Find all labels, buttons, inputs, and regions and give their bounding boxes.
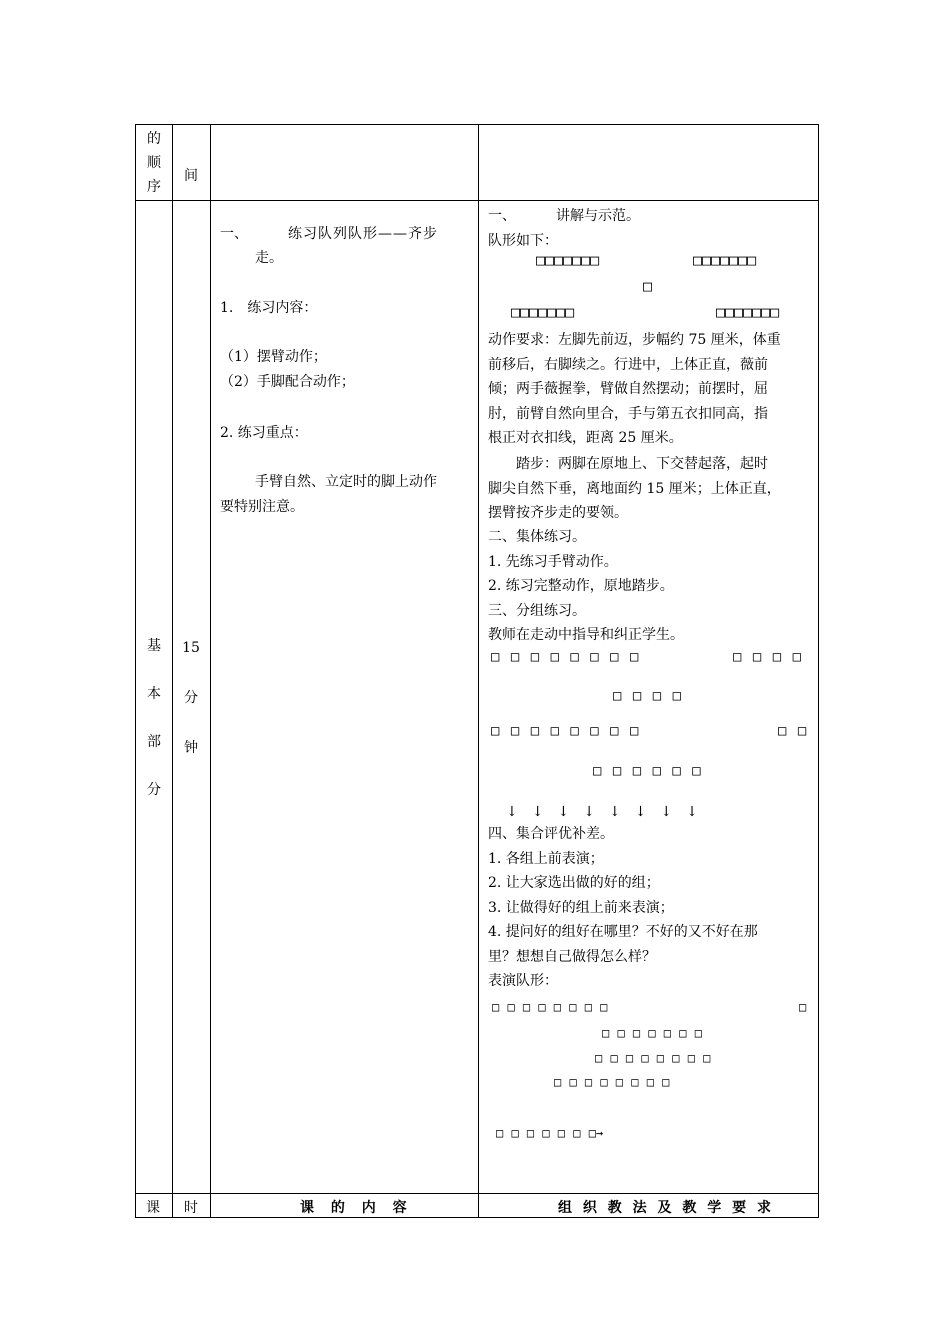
step-requirements: 踏步：两脚在原地上、下交替起落，起时 脚尖自然下垂，离地面约 15 厘米；上体正直， 摆臂按齐步走的要领。	[488, 456, 781, 521]
formation-marks: □	[643, 277, 653, 295]
formation-marks: □□□□□□□	[536, 251, 600, 269]
formation-marks: □□□□□□□	[693, 251, 757, 269]
content-sub1: 1. 练习内容：	[220, 300, 318, 316]
group-marks: □ □	[778, 723, 807, 739]
formation-marks: □□□□□□□	[716, 303, 780, 321]
content-focus-2: 要特别注意。	[220, 499, 304, 515]
formation-marks: □□□□□□□	[511, 303, 575, 321]
performance-marks: □ □ □ □ □ □ □ □	[492, 1000, 608, 1014]
column-divider	[478, 125, 479, 1217]
footer-col4: 组 织 教 法 及 教 学 要 求	[558, 1200, 774, 1216]
content-item-prefix: 一、	[220, 226, 248, 242]
duration-label: 15 分 钟	[182, 640, 200, 756]
evaluation-steps: 四、集合评优补差。 1. 各组上前表演； 2. 让大家选出做的好的组； 3. 让做得好的组上前来表演； 4. 提问好的组好在哪里？不好的又不好在那 里？想想自己做得怎么样？ 表演队形：	[488, 826, 758, 989]
header-col2: 间	[184, 168, 198, 184]
action-requirements: 动作要求：左脚先前迈，步幅约 75 厘米，体重 前移后，右脚续之。行进中，上体正直，薇前 倾；两手薇握拳，臂做自然摆动；前摆时，屈 肘，前臂自然向里合，手与第五衣扣同高，指 根正对衣扣线，距离 25 厘米。	[488, 332, 781, 446]
performance-marks: □ □ □ □ □ □ □→	[496, 1126, 604, 1140]
header-col1: 的 顺 序	[147, 131, 161, 195]
performance-marks: □ □ □ □ □ □ □ □	[554, 1075, 670, 1089]
section-label: 基 本 部 分	[147, 638, 161, 798]
content-item-title: 练习队列队形——齐步	[288, 226, 438, 242]
lesson-table	[135, 124, 819, 1218]
formation-label: 队形如下：	[488, 233, 558, 249]
footer-col1: 课	[146, 1200, 160, 1216]
practice-steps: 二、集体练习。 1. 先练习手臂动作。 2. 练习完整动作，原地踏步。 三、分组练习。 教师在走动中指导和纠正学生。	[488, 529, 684, 643]
group-marks: □ □ □ □ □ □ □ □	[491, 723, 639, 739]
performance-marks: □	[799, 1000, 807, 1014]
footer-col3: 课 的 内 容	[300, 1200, 413, 1216]
row-divider	[136, 1193, 818, 1194]
performance-marks: □ □ □ □ □ □ □	[602, 1026, 702, 1040]
group-marks: □ □ □ □	[733, 649, 802, 665]
group-marks: □ □ □ □ □ □	[593, 763, 701, 779]
group-marks: □ □ □ □	[613, 688, 682, 704]
content-sub1-a: （1）摆臂动作；	[220, 349, 327, 365]
group-marks: □ □ □ □ □ □ □ □	[491, 649, 639, 665]
row-divider	[136, 200, 818, 201]
footer-col2: 时	[184, 1200, 198, 1216]
arrow-row: ↓ ↓ ↓ ↓ ↓ ↓ ↓ ↓	[506, 804, 698, 820]
content-sub2: 2. 练习重点：	[220, 425, 308, 441]
method-s1-title: 讲解与示范。	[556, 208, 640, 224]
content-focus-1: 手臂自然、立定时的脚上动作	[255, 474, 437, 490]
column-divider	[210, 125, 211, 1217]
content-sub1-b: （2）手脚配合动作；	[220, 374, 355, 390]
content-item-title-cont: 走。	[255, 250, 283, 266]
method-s1-prefix: 一、	[488, 208, 516, 224]
column-divider	[172, 125, 173, 1217]
performance-marks: □ □ □ □ □ □ □ □	[595, 1051, 711, 1065]
